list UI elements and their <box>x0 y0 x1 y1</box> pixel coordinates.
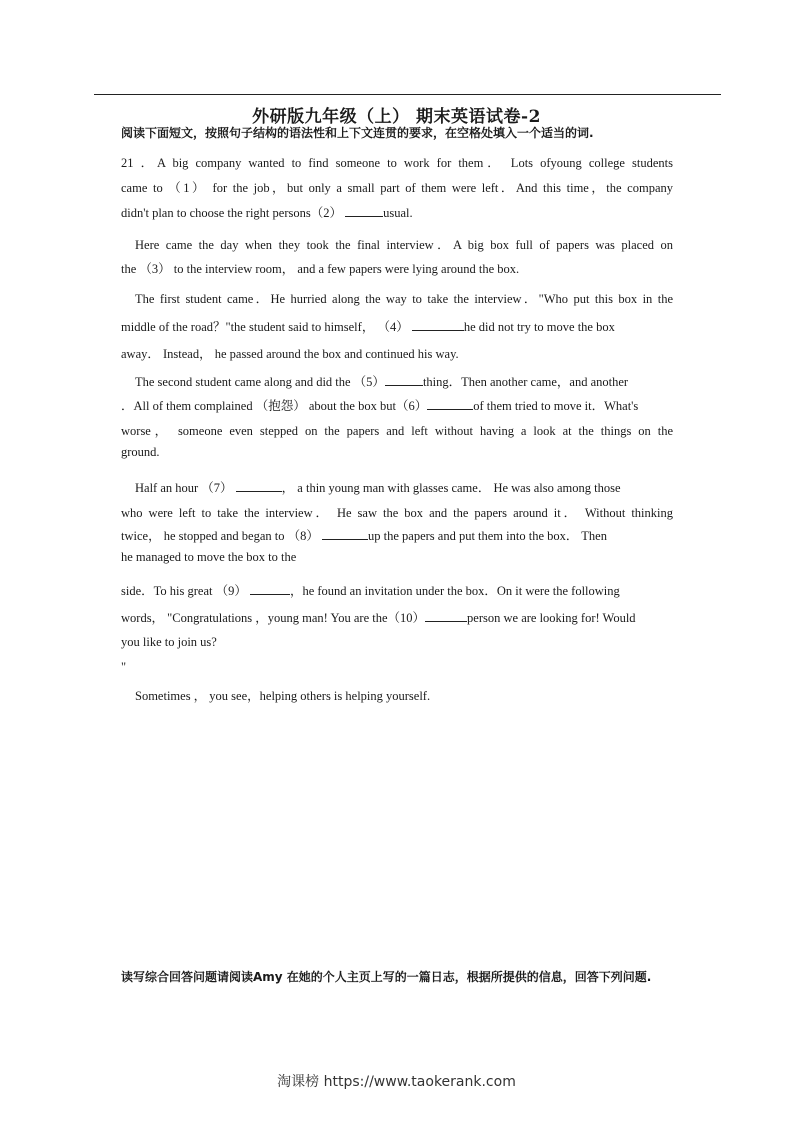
passage-line: ground. <box>121 445 160 459</box>
passage-line: worse， someone even stepped on the papers and left without having a look at the things on the <box>121 424 673 438</box>
footer-watermark: 淘课榜 https://www.taokerank.com <box>277 1074 516 1090</box>
passage-line: Sometimes ， you see，helping others is helping yourself. <box>135 689 431 703</box>
answer-blank-5[interactable] <box>385 374 423 386</box>
answer-blank-7[interactable] <box>236 480 282 492</box>
passage-line: ．All of them complained （抱怨） about the box but（6） of them tried to move it．What's <box>121 399 639 413</box>
passage-line: " <box>121 660 127 674</box>
passage-line: came to （1） for the job，but only a small part of them were left．And this time，the company <box>121 181 673 195</box>
passage-line: who were left to take the interview． He saw the box and the papers around it． Without thinking <box>121 506 673 520</box>
passage-line: you like to join us? <box>121 635 217 649</box>
answer-blank-9[interactable] <box>250 583 290 595</box>
answer-blank-8[interactable] <box>322 528 368 540</box>
instruction-text: 阅读下面短文，按照句子结构的语法性和上下文连贯的要求，在空格处填入一个适当的词. <box>121 126 594 140</box>
page-title: 外研版九年级（上） 期末英语试卷-2 <box>252 107 541 127</box>
passage-line: didn't plan to choose the right persons（2） usual. <box>121 206 413 220</box>
passage-line: the （3） to the interview room， and a few papers were lying around the box. <box>121 262 520 276</box>
passage-line: he managed to move the box to the <box>121 550 297 564</box>
passage-line: Here came the day when they took the final interview．A big box full of papers was placed on <box>135 238 673 252</box>
answer-blank-10[interactable] <box>425 610 467 622</box>
passage-line: 21 ．A big company wanted to find someone to work for them． Lots ofyoung college students <box>121 156 673 170</box>
answer-blank-6[interactable] <box>427 398 473 410</box>
passage-line: side．To his great （9） ，he found an invitation under the box．On it were the following <box>121 584 620 598</box>
passage-line: middle of the road？"the student said to himself， （4） he did not try to move the box <box>121 320 615 334</box>
passage-line: Half an hour （7） ， a thin young man with glasses came． He was also among those <box>135 481 621 495</box>
passage-line: The first student came．He hurried along the way to take the interview．"Who put this box in the <box>135 292 673 306</box>
passage-line: away． Instead， he passed around the box and continued his way. <box>121 347 459 361</box>
section-2-instruction: 读写综合回答问题请阅读Amy 在她的个人主页上写的一篇日志，根据所提供的信息，回答下列问题. <box>121 970 652 984</box>
passage-line: twice， he stopped and began to （8） up the papers and put them into the box． Then <box>121 529 607 543</box>
answer-blank-4[interactable] <box>412 319 464 331</box>
passage-line: words， "Congratulations ，young man! You are the（10） person we are looking for! Would <box>121 611 636 625</box>
passage-line: The second student came along and did the （5） thing．Then another came，and another <box>135 375 629 389</box>
header-rule <box>94 94 721 95</box>
answer-blank-2[interactable] <box>345 205 383 217</box>
